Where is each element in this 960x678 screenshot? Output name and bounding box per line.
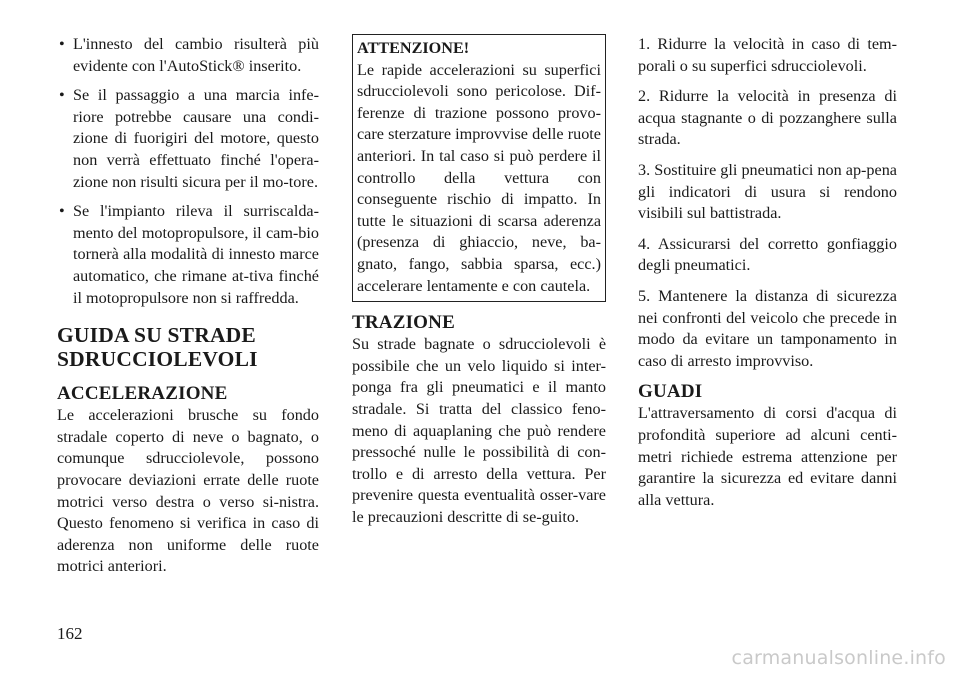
warning-text: Le rapide accelerazioni su superfici sdrucciolevoli sono pericolose. Dif-ferenze di trazione possono provo-care sterzature improvvise delle ruote anteriori. In tal caso si può perdere il controllo della vettura con conseguente rischio di impatto. In tutte le situazioni di scarsa aderenza (presenza di ghiaccio, neve, ba-gnato, fango, sabbia sparsa, ecc.) accelerare lentamente e con cautela. [357, 60, 601, 295]
numbered-step: 5. Mantenere la distanza di sicurezza nei confronti del veicolo che precede in modo da evitare un tamponamento in caso di arresto improvviso. [638, 286, 897, 370]
watermark: carmanualsonline.info [731, 647, 946, 669]
section-title: GUIDA SU STRADE SDRUCCIOLEVOLI [57, 323, 258, 372]
paragraph-fording: L'attraversamento di corsi d'acqua di profondità superiore ad alcuni centi-metri richiede estrema attenzione per garantire la sicurezza ed evitare danni alla vettura. [638, 404, 897, 509]
page-number: 162 [57, 624, 83, 643]
column-right [638, 34, 897, 511]
subsection-title-fording: GUADI [638, 381, 703, 403]
bullet-item: • L'innesto del cambio risulterà più evidente con l'AutoStick® inserito. [57, 34, 319, 77]
subsection-title-traction: TRAZIONE [352, 312, 455, 334]
numbered-step: 1. Ridurre la velocità in caso di tem-porali o su superfici sdrucciolevoli. [638, 35, 897, 75]
bullet-item: • Se il passaggio a una marcia infe-riore potrebbe causare una condi-zione di fuorigiri del motore, questo non verrà effettuato finché l'opera-zione non risulti sicura per il mo-tore. [57, 85, 319, 193]
warning-box [352, 34, 606, 302]
numbered-step: 3. Sostituire gli pneumatici non ap-pena gli indicatori di usura si rendono visibili sul battistrada. [638, 160, 897, 223]
subsection-title-acceleration: ACCELERAZIONE [57, 383, 228, 405]
paragraph-acceleration: Le accelerazioni brusche su fondo stradale coperto di neve o bagnato, o comunque sdrucciolevole, possono provocare deviazioni errate delle ruote motrici verso destra o verso si-nistra. Questo fenomeno si verifica in caso di aderenza non uniforme delle ruote motrici anteriori. [57, 406, 319, 576]
warning-title: ATTENZIONE! [357, 39, 470, 57]
column-middle [352, 34, 606, 528]
bullet-item: • Se l'impianto rileva il surriscalda-mento del motopropulsore, il cam-bio tornerà alla modalità di innesto marce automatico, che rimane at-tiva finché il motopropulsore non si raffredda. [57, 201, 319, 309]
numbered-step: 4. Assicurarsi del corretto gonfiaggio degli pneumatici. [638, 234, 897, 275]
column-left [57, 34, 319, 578]
numbered-step: 2. Ridurre la velocità in presenza di acqua stagnante o di pozzanghere sulla strada. [638, 87, 897, 149]
paragraph-traction: Su strade bagnate o sdrucciolevoli è possibile che un velo liquido si inter-ponga fra gli pneumatici e il manto stradale. Si tratta del classico feno-meno di aquaplaning che può rendere pressoché nulle le possibilità di con-trollo e di arresto della vettura. Per prevenire questa eventualità osser-vare le precauzioni descritte di se-guito. [352, 335, 606, 526]
bullet-list [57, 34, 319, 309]
